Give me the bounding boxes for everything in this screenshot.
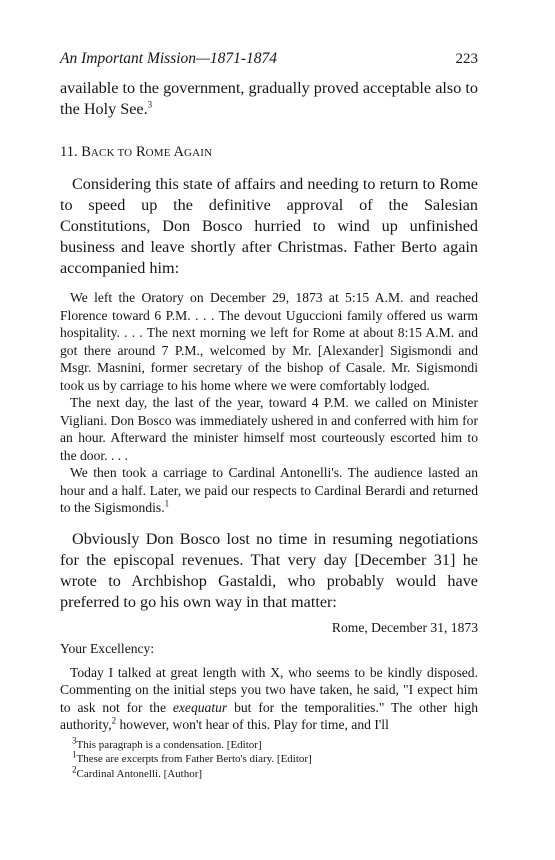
footnote-ref: 3 — [147, 99, 153, 110]
diary-quote-3 — [60, 464, 478, 517]
paragraph-considering: Considering this state of affairs and needing to return to Rome to speed up the definitive approval of the Salesian Constitutions, Don Bosco hurried to wind up unfinished business and leave shortly after Christmas. Father Berto again accompanied him: — [60, 175, 478, 277]
paragraph-obviously: Obviously Don Bosco lost no time in resuming negotiations for the episcopal revenues. That very day [December 31] he wrote to Archbishop Gastaldi, who probably would have preferred to go his own way in that matter: — [60, 529, 478, 611]
footnote: $^1$These are excerpts from Father Berto's diary. [Editor] — [72, 749, 312, 765]
italic-term: exequatur — [172, 699, 228, 715]
running-title: An Important Mission—1871-1874 — [60, 50, 277, 67]
page-number: 223 — [455, 51, 478, 67]
letter-dateline: Rome, December 31, 1873 — [331, 619, 478, 635]
paragraph-text: available to the government, gradually proved acceptable also to the Holy See. — [60, 79, 478, 118]
footnote: $^2$Cardinal Antonelli. [Author] — [72, 763, 203, 780]
footnotes — [60, 734, 478, 782]
footnote-ref: 2 — [111, 715, 117, 726]
letter-body: Today I talked at great length with X, who seems to be kindly disposed. Commenting on the initial steps you two have taken, he said, "I expect him to ask not for the exequatur but for the temporalities." The other high authority,$^2$ however, won't hear of this. Play for time, and I'll — [60, 664, 479, 732]
book-page — [60, 50, 478, 781]
diary-quote-2: The next day, the last of the year, toward 4 P.M. we called on Minister Vigliani. Don Bosco was immediately ushered in and conferred with him for an hour. Afterward the minister himself most courteously escorted him to the door. . . . — [60, 395, 478, 463]
footnote: $^3$This paragraph is a condensation. [Editor] — [72, 734, 262, 751]
paragraph-continuation — [60, 78, 478, 120]
quote-text: We then took a carriage to Cardinal Antonelli's. The audience lasted an hour and a half. Later, we paid our respects to Cardinal Berardi and returned to the Sigismondis. — [60, 465, 478, 515]
section-heading: 11. BACK TO ROME AGAIN — [60, 144, 213, 160]
letter-salutation: Your Excellency: — [60, 641, 155, 656]
section-number: 11. — [60, 144, 78, 160]
diary-quote-1: We left the Oratory on December 29, 1873 at 5:15 A.M. and reached Florence toward 6 P.M. . . . The devout Uguccioni family offered us warm hospitality. . . . The next morning we left for Rome at about 8:15 A.M. and got there around 7 P.M., welcomed by Mr. [Alexander] Sigismondi and Msgr. Masnini, former secretary of the bishop of Casale. Mr. Sigismondi took us by carriage to his home where we were comfortably lodged. — [60, 290, 478, 393]
footnote-ref: 1 — [164, 498, 170, 509]
running-header — [60, 50, 478, 68]
